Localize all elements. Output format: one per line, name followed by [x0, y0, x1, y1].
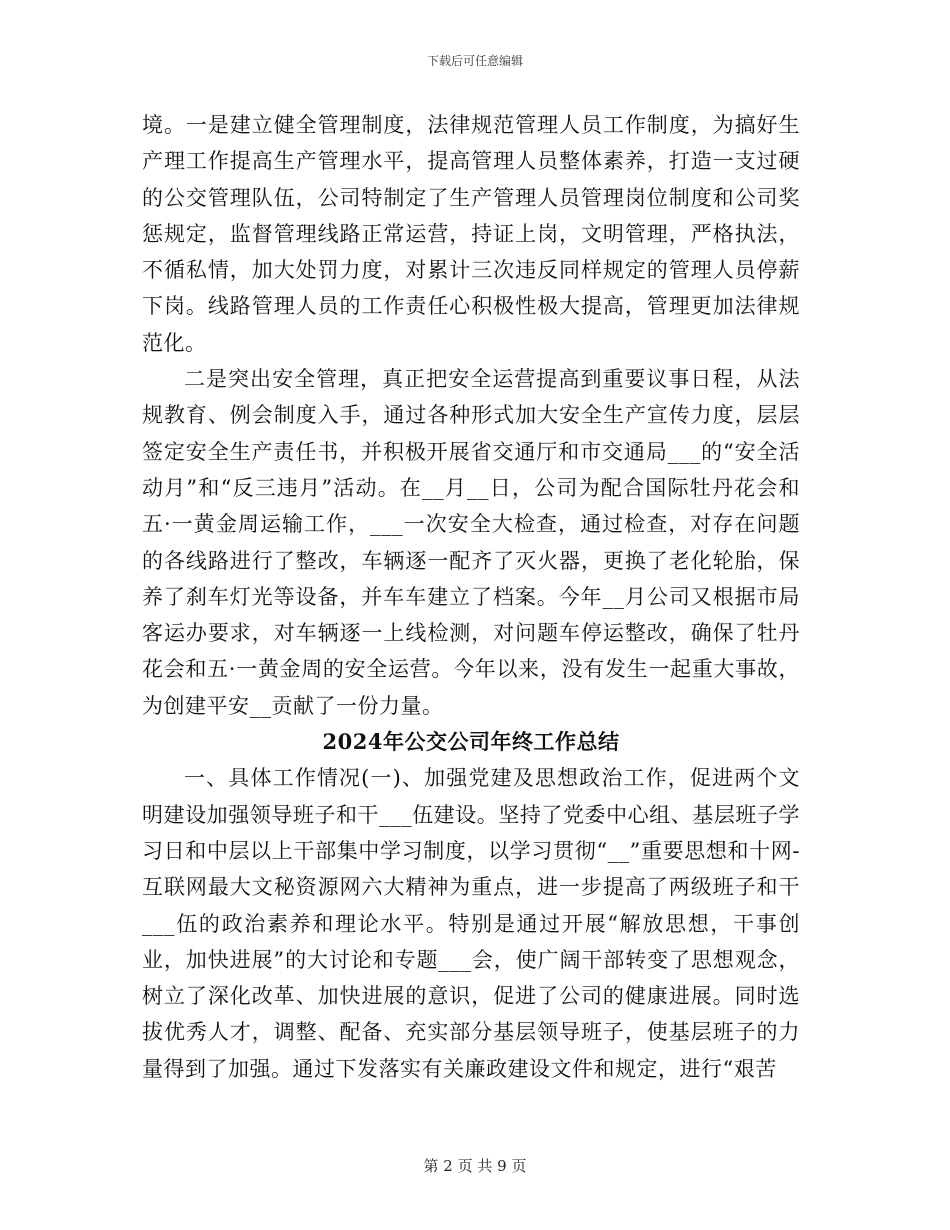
document-body: [142, 107, 800, 1087]
paragraph-continuation: 境。一是建立健全管理制度，法律规范管理人员工作制度，为搞好生产理工作提高生产管理水平，提高管理人员整体素养，打造一支过硬的公交管理队伍，公司特制定了生产管理人员管理岗位制度和公司奖惩规定，监督管理线路正常运营，持证上岗，文明管理，严格执法，不循私情，加大处罚力度，对累计三次违反同样规定的管理人员停薪下岗。线路管理人员的工作责任心积极性极大提高，管理更加法律规范化。: [142, 113, 800, 355]
section-title: 2024年公交公司年终工作总结: [322, 729, 620, 755]
paragraph-work-situation: 一、具体工作情况(一)、加强党建及思想政治工作，促进两个文明建设加强领导班子和干___伍建设。坚持了党委中心组、基层班子学习日和中层以上干部集中学习制度，以学习贯彻“__”重要思想和十网-互联网最大文秘资源网六大精神为重点，进一步提高了两级班子和干___伍的政治素养和理论水平。特别是通过开展“解放思想，干事创业，加快进展”的大讨论和专题___会，使广阔干部转变了思想观念，树立了深化改革、加快进展的意识，促进了公司的健康进展。同时选拔优秀人才，调整、配备、充实部分基层领导班子，使基层班子的力量得到了加强。通过下发落实有关廉政建设文件和规定，进行“艰苦: [142, 766, 800, 1081]
page-number: 第 2 页 共 9 页: [423, 1157, 527, 1175]
page-header: 下载后可任意编辑: [426, 54, 523, 68]
paragraph-safety-management: 二是突出安全管理，真正把安全运营提高到重要议事日程，从法规教育、例会制度入手，通过各种形式加大安全生产宣传力度，层层签定安全生产责任书，并积极开展省交通厅和市交通局___的“安全活动月”和“反三违月”活动。在__月__日，公司为配合国际牡丹花会和五·一黄金周运输工作，___一次安全大检查，通过检查，对存在问题的各线路进行了整改，车辆逐一配齐了灭火器，更换了老化轮胎，保养了刹车灯光等设备，并车车建立了档案。今年__月公司又根据市局客运办要求，对车辆逐一上线检测，对问题车停运整改，确保了牡丹花会和五·一黄金周的安全运营。今年以来，没有发生一起重大事故，为创建平安__贡献了一份力量。: [142, 367, 800, 718]
